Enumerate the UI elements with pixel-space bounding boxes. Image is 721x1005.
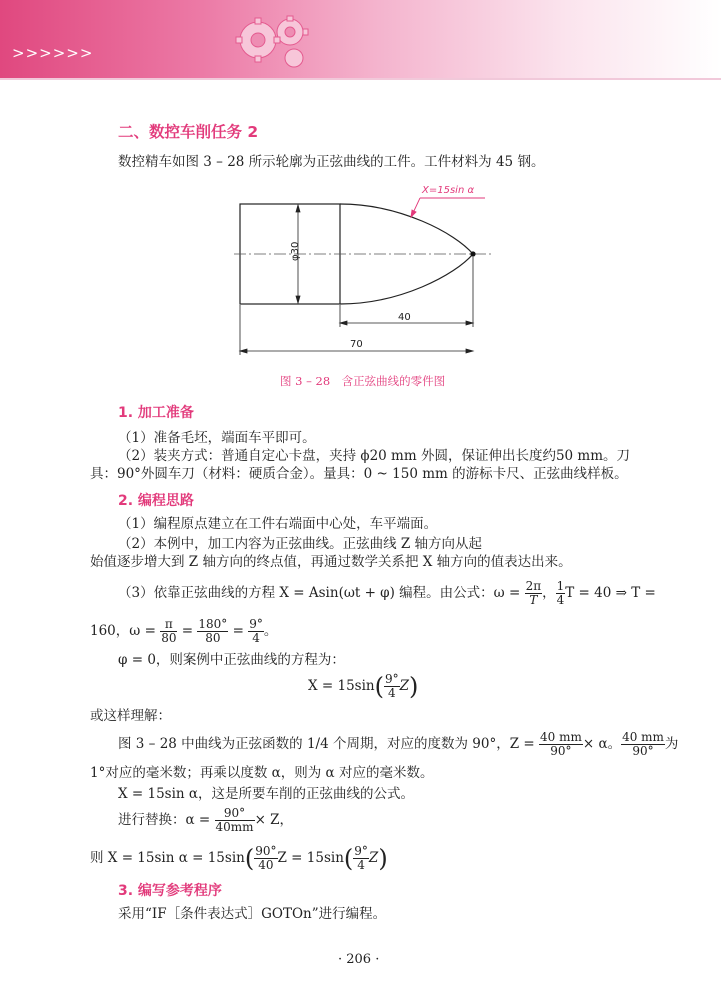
- s2-p1: （1）编程原点建立在工件右端面中心处，车平端面。: [118, 516, 438, 532]
- frac-den: 4: [556, 593, 565, 607]
- frac-num: 9°: [385, 672, 399, 686]
- fraction-90-over-40mm: [215, 807, 255, 834]
- eq-z: Z: [368, 850, 379, 866]
- s2-p6: 或这样理解：: [90, 708, 171, 724]
- header-rule: [0, 78, 721, 80]
- fraction-180-over-80: [197, 618, 228, 645]
- eq-left: X = 15sin: [308, 678, 375, 694]
- section-intro: 数控精车如图 3 – 28 所示轮廓为正弦曲线的工件。工件材料为 45 钢。: [118, 154, 545, 170]
- s2-p9: X = 15sin α，这是所要车削的正弦曲线的公式。: [118, 786, 415, 802]
- frac-num: 40 mm: [540, 730, 582, 744]
- frac-num: 9°: [249, 617, 263, 631]
- s2-p3: [118, 576, 656, 610]
- page-header-band: [0, 0, 721, 78]
- frac-num: 90°: [215, 807, 255, 821]
- paren-open: (: [374, 672, 384, 701]
- s1-p2b: 具：90°外圆车刀（材料：硬质合金）。量具：0 ~ 150 mm 的游标卡尺、正弦曲线样板。: [90, 466, 628, 482]
- fraction-40mm-over-90: [621, 731, 665, 758]
- frac-den: 80: [205, 631, 221, 645]
- frac-den: 4: [252, 631, 260, 645]
- frac-num: 180°: [198, 617, 228, 631]
- figure-caption: 图 3 – 28 含正弦曲线的零件图: [280, 374, 446, 388]
- frac-den: T: [529, 593, 538, 607]
- fraction-9-over-4: [353, 845, 369, 872]
- s1-title: 1. 加工准备: [118, 405, 194, 421]
- s2-p7-mid: × α。: [582, 736, 622, 752]
- frac-num: 90°: [255, 844, 277, 858]
- frac-num: 1: [556, 579, 565, 593]
- s2-p10-end: × Z，: [254, 812, 294, 828]
- s2-p10-text: 进行替换：α =: [118, 812, 211, 828]
- s2-p2b: 始值逐步增大到 Z 轴方向的终点值，再通过数学关系把 X 轴方向的值表达出来。: [90, 554, 572, 570]
- paren-open: (: [244, 844, 255, 873]
- sine-curve-lower: [340, 254, 473, 304]
- frac-num: 40 mm: [622, 730, 664, 744]
- s2-p11-mid: Z = 15sin: [277, 850, 344, 866]
- fraction-90-over-40: [254, 845, 277, 872]
- chevrons-decoration: >>>>>>: [12, 44, 94, 62]
- s1-p2a: （2）装夹方式：普通自定心卡盘，夹持 ϕ20 mm 外圆，保证伸出长度约50 mm。刀: [118, 448, 631, 464]
- eq-z: Z: [399, 678, 410, 694]
- sine-curve-upper: [340, 204, 473, 254]
- s2-p11: [90, 838, 388, 879]
- paren-close: ): [409, 672, 419, 701]
- fraction-40mm-over-90: [539, 731, 583, 758]
- s2-p3-text: （3）依靠正弦曲线的方程 X = Asin(ωt + φ) 编程。由公式：ω =: [118, 585, 521, 601]
- s2-p8: 1°对应的毫米数；再乘以度数 α，则为 α 对应的毫米数。: [90, 765, 434, 781]
- origin-marker: [470, 251, 475, 256]
- fraction-2pi-over-t: [525, 580, 543, 607]
- dia-label: φ30: [290, 241, 301, 261]
- s2-p4-end: 。: [263, 623, 278, 639]
- equals-sign: =: [232, 623, 244, 639]
- frac-num: 9°: [354, 844, 368, 858]
- curve-label: X=15sin α: [422, 185, 475, 196]
- fraction-pi-over-80: [160, 618, 177, 645]
- equals-sign: =: [181, 623, 194, 639]
- sine-equation: [308, 668, 418, 705]
- s2-p11-text: 则 X = 15sin α = 15sin: [90, 850, 245, 866]
- fraction-1-over-4: [556, 580, 566, 607]
- frac-den: 4: [357, 858, 365, 872]
- s3-title: 3. 编写参考程序: [118, 883, 222, 899]
- s2-p2a: （2）本例中，加工内容为正弦曲线。正弦曲线 Z 轴方向从起: [118, 536, 483, 552]
- s2-p7-text: 图 3 – 28 中曲线为正弦函数的 1/4 个周期，对应的度数为 90°，Z =: [118, 736, 535, 752]
- frac-den: 40: [258, 858, 274, 872]
- s2-p5: φ = 0，则案例中正弦曲线的方程为：: [118, 652, 345, 668]
- s2-p4-text: 160，ω =: [90, 623, 156, 639]
- s3-p1: 采用“IF［条件表达式］GOTOn”进行编程。: [118, 906, 387, 922]
- s2-p3-sep: ，: [542, 585, 556, 601]
- s1-p1: （1）准备毛坯，端面车平即可。: [118, 430, 316, 446]
- frac-den: 80: [161, 631, 177, 645]
- dim-70-label: 70: [350, 339, 363, 350]
- fraction-9-over-4: [384, 673, 400, 700]
- s2-p10: [118, 802, 293, 838]
- gears-icon: [228, 8, 318, 72]
- frac-den: 90°: [632, 744, 654, 758]
- paren-open: (: [343, 844, 354, 873]
- part-drawing: [230, 175, 500, 355]
- frac-den: 90°: [550, 744, 572, 758]
- dim-40-label: 40: [398, 312, 411, 323]
- section-title: 二、数控车削任务 2: [118, 123, 259, 141]
- s2-p3-end: T = 40 ⇒ T =: [565, 585, 656, 601]
- paren-close: ): [378, 844, 388, 873]
- frac-den: 40mm: [215, 820, 254, 834]
- fraction-9-over-4: [248, 618, 264, 645]
- s2-title: 2. 编程思路: [118, 493, 194, 509]
- frac-num: π: [160, 618, 177, 632]
- page-number: · 206 ·: [338, 952, 380, 967]
- s2-p7: [118, 726, 678, 762]
- s2-p4: [90, 614, 277, 648]
- s2-p7-end: 为: [664, 736, 679, 752]
- frac-num: 2π: [525, 579, 542, 593]
- frac-den: 4: [388, 686, 396, 700]
